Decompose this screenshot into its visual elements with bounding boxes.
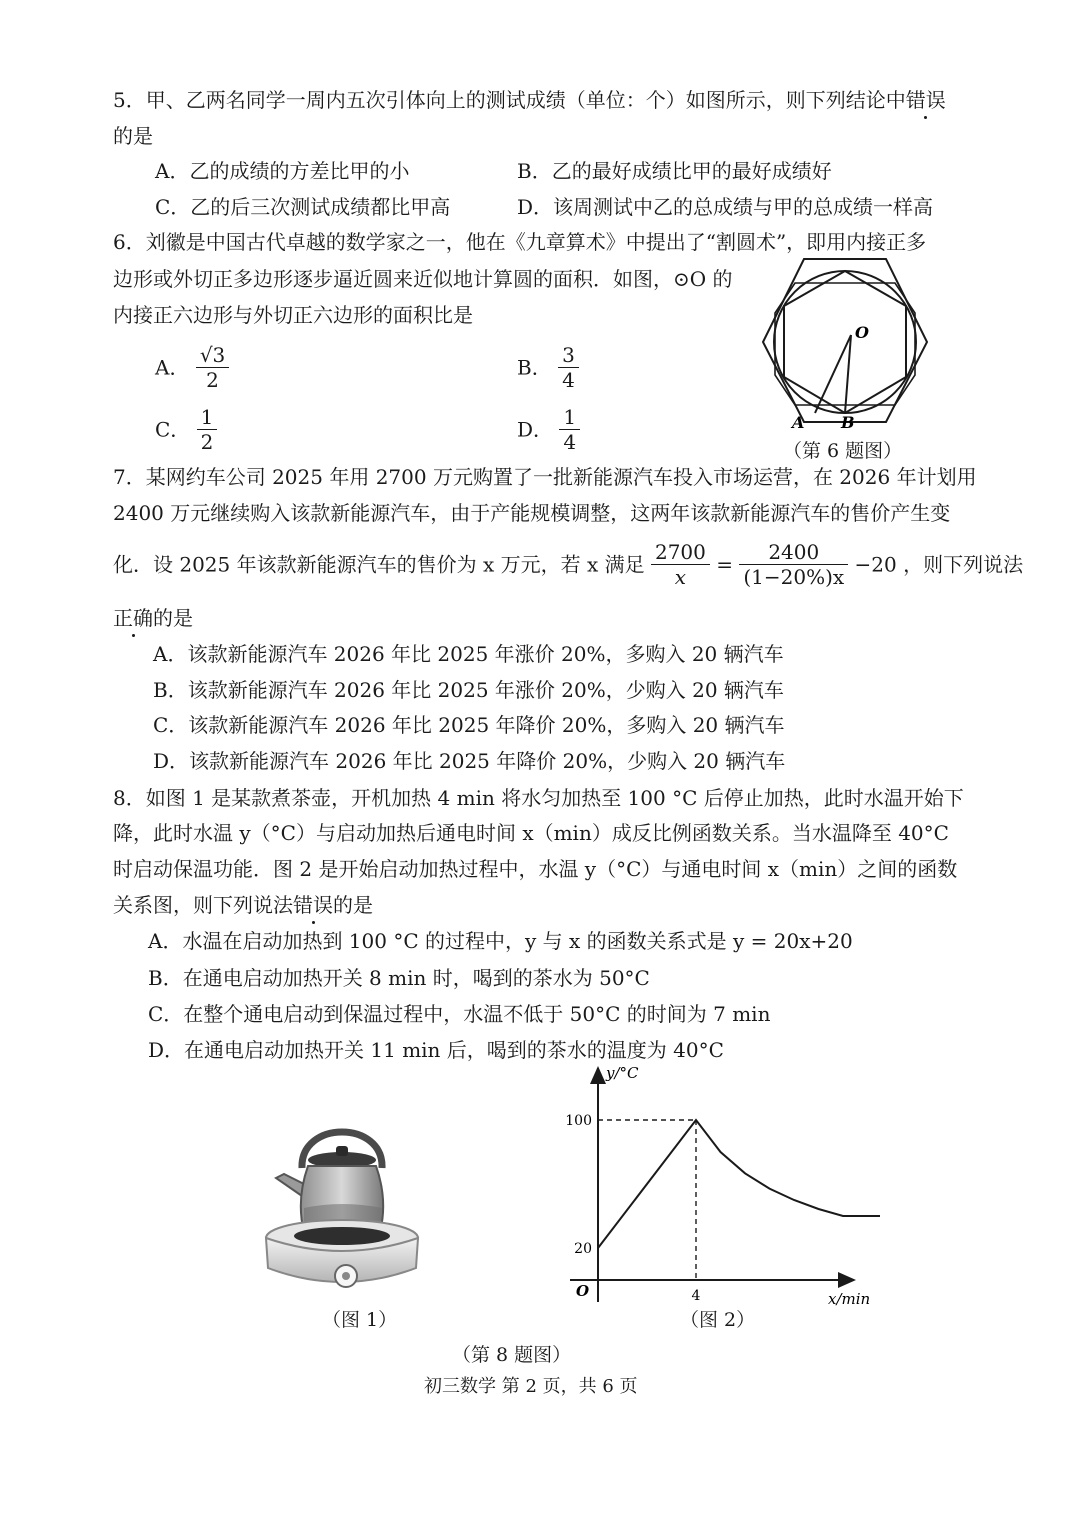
temperature-series-line xyxy=(598,1120,880,1248)
q6-d-numerator: 1 xyxy=(559,405,580,430)
q6-option-b-label: B． xyxy=(517,355,552,380)
q8-fig2-caption: （图 2） xyxy=(680,1309,756,1331)
q5-option-d[interactable]: D．该周测试中乙的总成绩与甲的总成绩一样高 xyxy=(517,195,934,219)
q6-stem-line3: 内接正六边形与外切正六边形的面积比是 xyxy=(113,303,473,327)
q8-line4-pre: 关系图，则下列说法 xyxy=(113,893,293,917)
q7-stem-line3 xyxy=(113,537,1023,591)
q8-stem-line4 xyxy=(113,893,373,917)
q6-option-c-label: C． xyxy=(155,417,191,442)
q7-fraction-2 xyxy=(739,540,848,589)
q5-stem-line1 xyxy=(113,88,946,112)
q6-b-denominator: 4 xyxy=(562,368,575,392)
page-footer: 初三数学 第 2 页，共 6 页 xyxy=(424,1376,638,1397)
q5-emph-word: 错误 xyxy=(905,88,946,112)
q5-stem-text: 5．甲、乙两名同学一周内五次引体向上的测试成绩（单位：个）如图所示，则下列结论中 xyxy=(113,88,906,112)
q5-option-a[interactable]: A．乙的成绩的方差比甲的小 xyxy=(155,159,410,183)
q8-option-b[interactable]: B．在通电启动加热开关 8 min 时，喝到的茶水为 50°C xyxy=(148,966,650,990)
stove-plate xyxy=(294,1227,390,1245)
q8-option-a[interactable]: A．水温在启动加热到 100 °C 的过程中，y 与 x 的函数关系式是 y = 20x+20 xyxy=(148,929,853,953)
temperature-time-chart xyxy=(560,1060,880,1310)
q7-stem-line4 xyxy=(113,606,193,630)
q6-option-a-fraction xyxy=(196,343,229,392)
q6-option-d-label: D． xyxy=(517,417,554,442)
inscribed-octagon-edge xyxy=(775,283,915,405)
q7-option-d[interactable]: D．该款新能源汽车 2026 年比 2025 年降价 20%，少购入 20 辆汽车 xyxy=(153,749,786,773)
q8-line4-post: 的是 xyxy=(333,893,373,917)
circle-o xyxy=(774,271,916,413)
kettle-lid-knob xyxy=(336,1146,348,1156)
q8-fig1-caption: （图 1） xyxy=(322,1309,398,1331)
q6-option-d-fraction xyxy=(559,405,580,454)
q7-line3-post: −20 ，则下列说法 xyxy=(854,552,1024,577)
label-o: O xyxy=(855,323,869,342)
q7-frac1-denominator: x xyxy=(674,565,687,589)
q7-fraction-1 xyxy=(651,540,710,589)
q7-option-a[interactable]: A．该款新能源汽车 2026 年比 2025 年涨价 20%，多购入 20 辆汽车 xyxy=(153,642,784,666)
q6-option-d[interactable] xyxy=(517,405,580,454)
x-axis-label: x/min xyxy=(828,1290,871,1308)
q6-d-denominator: 4 xyxy=(563,430,577,454)
q8-option-d[interactable]: D．在通电启动加热开关 11 min 后，喝到的茶水的温度为 40°C xyxy=(148,1038,724,1062)
y-axis-label: y/°C xyxy=(606,1064,639,1082)
q6-b-numerator: 3 xyxy=(558,343,579,368)
q7-stem-line1: 7．某网约车公司 2025 年用 2700 万元购置了一批新能源汽车投入市场运营，在 2026 年计划用 xyxy=(113,465,977,489)
y-tick-20: 20 xyxy=(574,1241,592,1257)
q7-frac2-numerator: 2400 xyxy=(739,540,848,565)
q5-option-c[interactable]: C．乙的后三次测试成绩都比甲高 xyxy=(155,195,451,219)
q7-emph-word: 正确 xyxy=(113,606,153,630)
q7-line3-pre: 化．设 2025 年该款新能源汽车的售价为 x 万元，若 x 满足 xyxy=(113,552,645,577)
q6-stem-line2: 边形或外切正多边形逐步逼近圆来近似地计算圆的面积．如图，⊙O 的 xyxy=(113,267,733,291)
q8-stem-line2: 降，此时水温 y（°C）与启动加热后通电时间 x（min）成反比例函数关系。当水温降至 40°C xyxy=(113,821,949,845)
q8-option-c[interactable]: C．在整个通电启动到保温过程中，水温不低于 50°C 的时间为 7 min xyxy=(148,1002,771,1026)
q8-emph-word: 错误 xyxy=(293,893,333,917)
q8-stem-line3: 时启动保温功能．图 2 是开始启动加热过程中，水温 y（°C）与通电时间 x（min）之间的函数 xyxy=(113,857,958,881)
q6-option-a-label: A． xyxy=(155,355,190,380)
q6-option-c[interactable] xyxy=(155,405,217,454)
inscribed-hexagon xyxy=(784,271,906,413)
q6-hexagon-figure xyxy=(755,255,935,435)
q5-option-b[interactable]: B．乙的最好成绩比甲的最好成绩好 xyxy=(517,159,832,183)
y-tick-100: 100 xyxy=(565,1113,592,1129)
q6-stem-line1: 6．刘徽是中国古代卓越的数学家之一，他在《九章算术》中提出了“割圆术”，即用内接正多 xyxy=(113,230,927,254)
q6-a-numerator: √3 xyxy=(196,343,229,368)
q6-option-b[interactable] xyxy=(517,343,579,392)
q6-figure-caption: （第 6 题图） xyxy=(783,440,903,462)
q8-stem-line1: 8．如图 1 是某款煮茶壶，开机加热 4 min 将水匀加热至 100 °C 后停止加热，此时水温开始下 xyxy=(113,786,964,810)
x-tick-4: 4 xyxy=(691,1288,701,1304)
stove-knob-center xyxy=(342,1272,350,1280)
q7-stem-line2: 2400 万元继续购入该款新能源汽车，由于产能规模调整，这两年该款新能源汽车的售价产生变 xyxy=(113,501,951,525)
q6-option-a[interactable] xyxy=(155,343,229,392)
q7-equals: = xyxy=(716,552,733,577)
label-b: B xyxy=(841,413,855,432)
label-a: A xyxy=(792,413,805,432)
q6-option-c-fraction xyxy=(197,405,218,454)
q7-frac1-numerator: 2700 xyxy=(651,540,710,565)
q7-option-b[interactable]: B．该款新能源汽车 2026 年比 2025 年涨价 20%，少购入 20 辆汽车 xyxy=(153,678,784,702)
q5-stem-line2: 的是 xyxy=(113,124,153,148)
q6-a-denominator: 2 xyxy=(206,368,219,392)
q6-c-numerator: 1 xyxy=(197,405,218,430)
origin-label: O xyxy=(576,1282,590,1300)
tea-kettle-image xyxy=(262,1100,422,1300)
q6-option-b-fraction xyxy=(558,343,579,392)
q7-frac2-denominator: (1−20%)x xyxy=(743,565,845,589)
q8-figure-caption: （第 8 题图） xyxy=(452,1344,572,1366)
q6-c-denominator: 2 xyxy=(200,430,214,454)
q7-line4-post: 的是 xyxy=(153,606,193,630)
q7-option-c[interactable]: C．该款新能源汽车 2026 年比 2025 年降价 20%，多购入 20 辆汽车 xyxy=(153,713,785,737)
